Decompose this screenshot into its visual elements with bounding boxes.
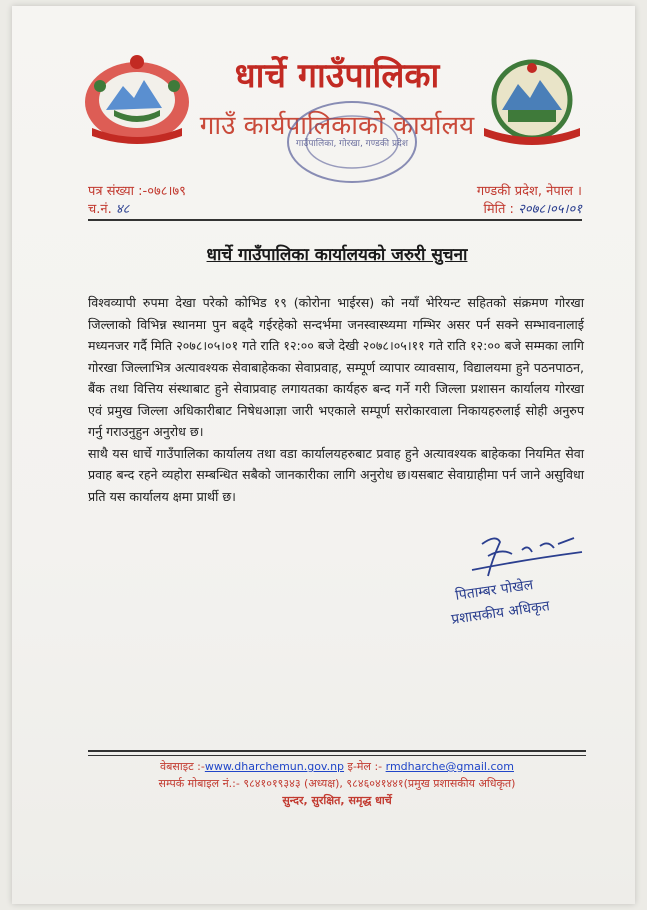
notice-body xyxy=(88,292,584,507)
letterhead-title: धार्चे गाउँपालिका xyxy=(234,56,440,96)
footer-web-email: वेबसाइट :-www.dharchemun.gov.np इ-मेल :- rmdharche@gmail.com xyxy=(160,760,514,773)
header-divider xyxy=(88,219,582,221)
website-link[interactable]: www.dharchemun.gov.np xyxy=(204,760,345,773)
footer-divider xyxy=(88,750,586,752)
letter-date: मिति : २०७८।०५।०१ xyxy=(483,202,582,217)
footer-tagline: सुन्दर, सुरक्षित, समृद्ध धार्चे xyxy=(282,794,392,807)
stamp-text: गाउँपालिका, गोरखा, गण्डकी प्रदेश xyxy=(296,139,408,149)
notice-paragraph-2: साथै यस धार्चे गाउँपालिका कार्यालय तथा वडा कार्यालयहरुबाट प्रवाह हुने अत्यावश्यक बाहेकका नियमित सेवा प्रवाह बन्द रहने व्यहोरा सम्बन्धित सबैको जानकारीका लागि अनुरोध छ।यसबाट सेवाग्राहीमा पर्न जाने असुविधा प्रति यस कार्यालय क्षमा प्रार्थी छ। xyxy=(88,445,584,504)
province-text: गण्डकी प्रदेश, नेपाल । xyxy=(476,184,582,199)
letter-sheet xyxy=(12,6,635,904)
letter-number: पत्र संख्या :-०७८।७९ xyxy=(88,184,186,199)
footer-divider-thin xyxy=(88,755,586,756)
office-stamp-icon xyxy=(282,94,422,190)
notice-paragraph-1: विश्वव्यापी रुपमा देखा परेको कोभिड १९ (कोरोना भाईरस) को नयाँ भेरियन्ट सहितको संक्रमण गोरखा जिल्लाको विभिन्न स्थानमा पुन बढ्दै गईरहेको सन्दर्भमा जनस्वास्थ्यमा गम्भिर असर पर्न सक्ने सम्भावनालाई मध्यनजर गर्दै मिति २०७८।०५।०१ गते राति १२:०० बजे देखी २०७८।०५।११ गते राति १२:०० बजे सम्मका लागि गोरखा जिल्लाभित्र अत्यावश्यक सेवाबाहेकका सेवाप्रवाह, सम्पूर्ण व्यापार व्यावसाय, विद्यालयमा हुने पठनपाठन, बैंक तथा वित्तिय संस्थाबाट हुने सेवाप्रवाह लगायतका कार्यहरु बन्द गर्ने गरी जिल्ला प्रशासन कार्यालय गोरखा एवं प्रमुख जिल्ला अधिकारीबाट निषेधआज्ञा जारी भएकाले सम्पूर्ण सरोकारवाला निकायहरुलाई सोही अनुरुप गर्नु गराउनुहुन अनुरोध छ। xyxy=(88,295,584,439)
signatory-name: पिताम्बर पोखेल xyxy=(454,577,535,604)
footer-contact: सम्पर्क मोबाइल नं.:- ९८४१०१९३४३ (अध्यक्ष), ९८४६०४१४४१(प्रमुख प्रशासकीय अधिकृत) xyxy=(158,777,516,790)
signatory-title: प्रशासकीय अधिकृत xyxy=(450,598,551,628)
nepal-emblem-icon xyxy=(78,50,196,150)
letterhead-subtitle: गाउँ कार्यपालिकाको कार्यालय xyxy=(199,111,475,141)
notice-title: धार्चे गाउँपालिका कार्यालयको जरुरी सुचना xyxy=(206,245,468,265)
email-link[interactable]: rmdharche@gmail.com xyxy=(385,760,514,773)
dispatch-number: च.नं. ४८ xyxy=(88,202,130,217)
municipality-logo-icon xyxy=(478,54,586,150)
